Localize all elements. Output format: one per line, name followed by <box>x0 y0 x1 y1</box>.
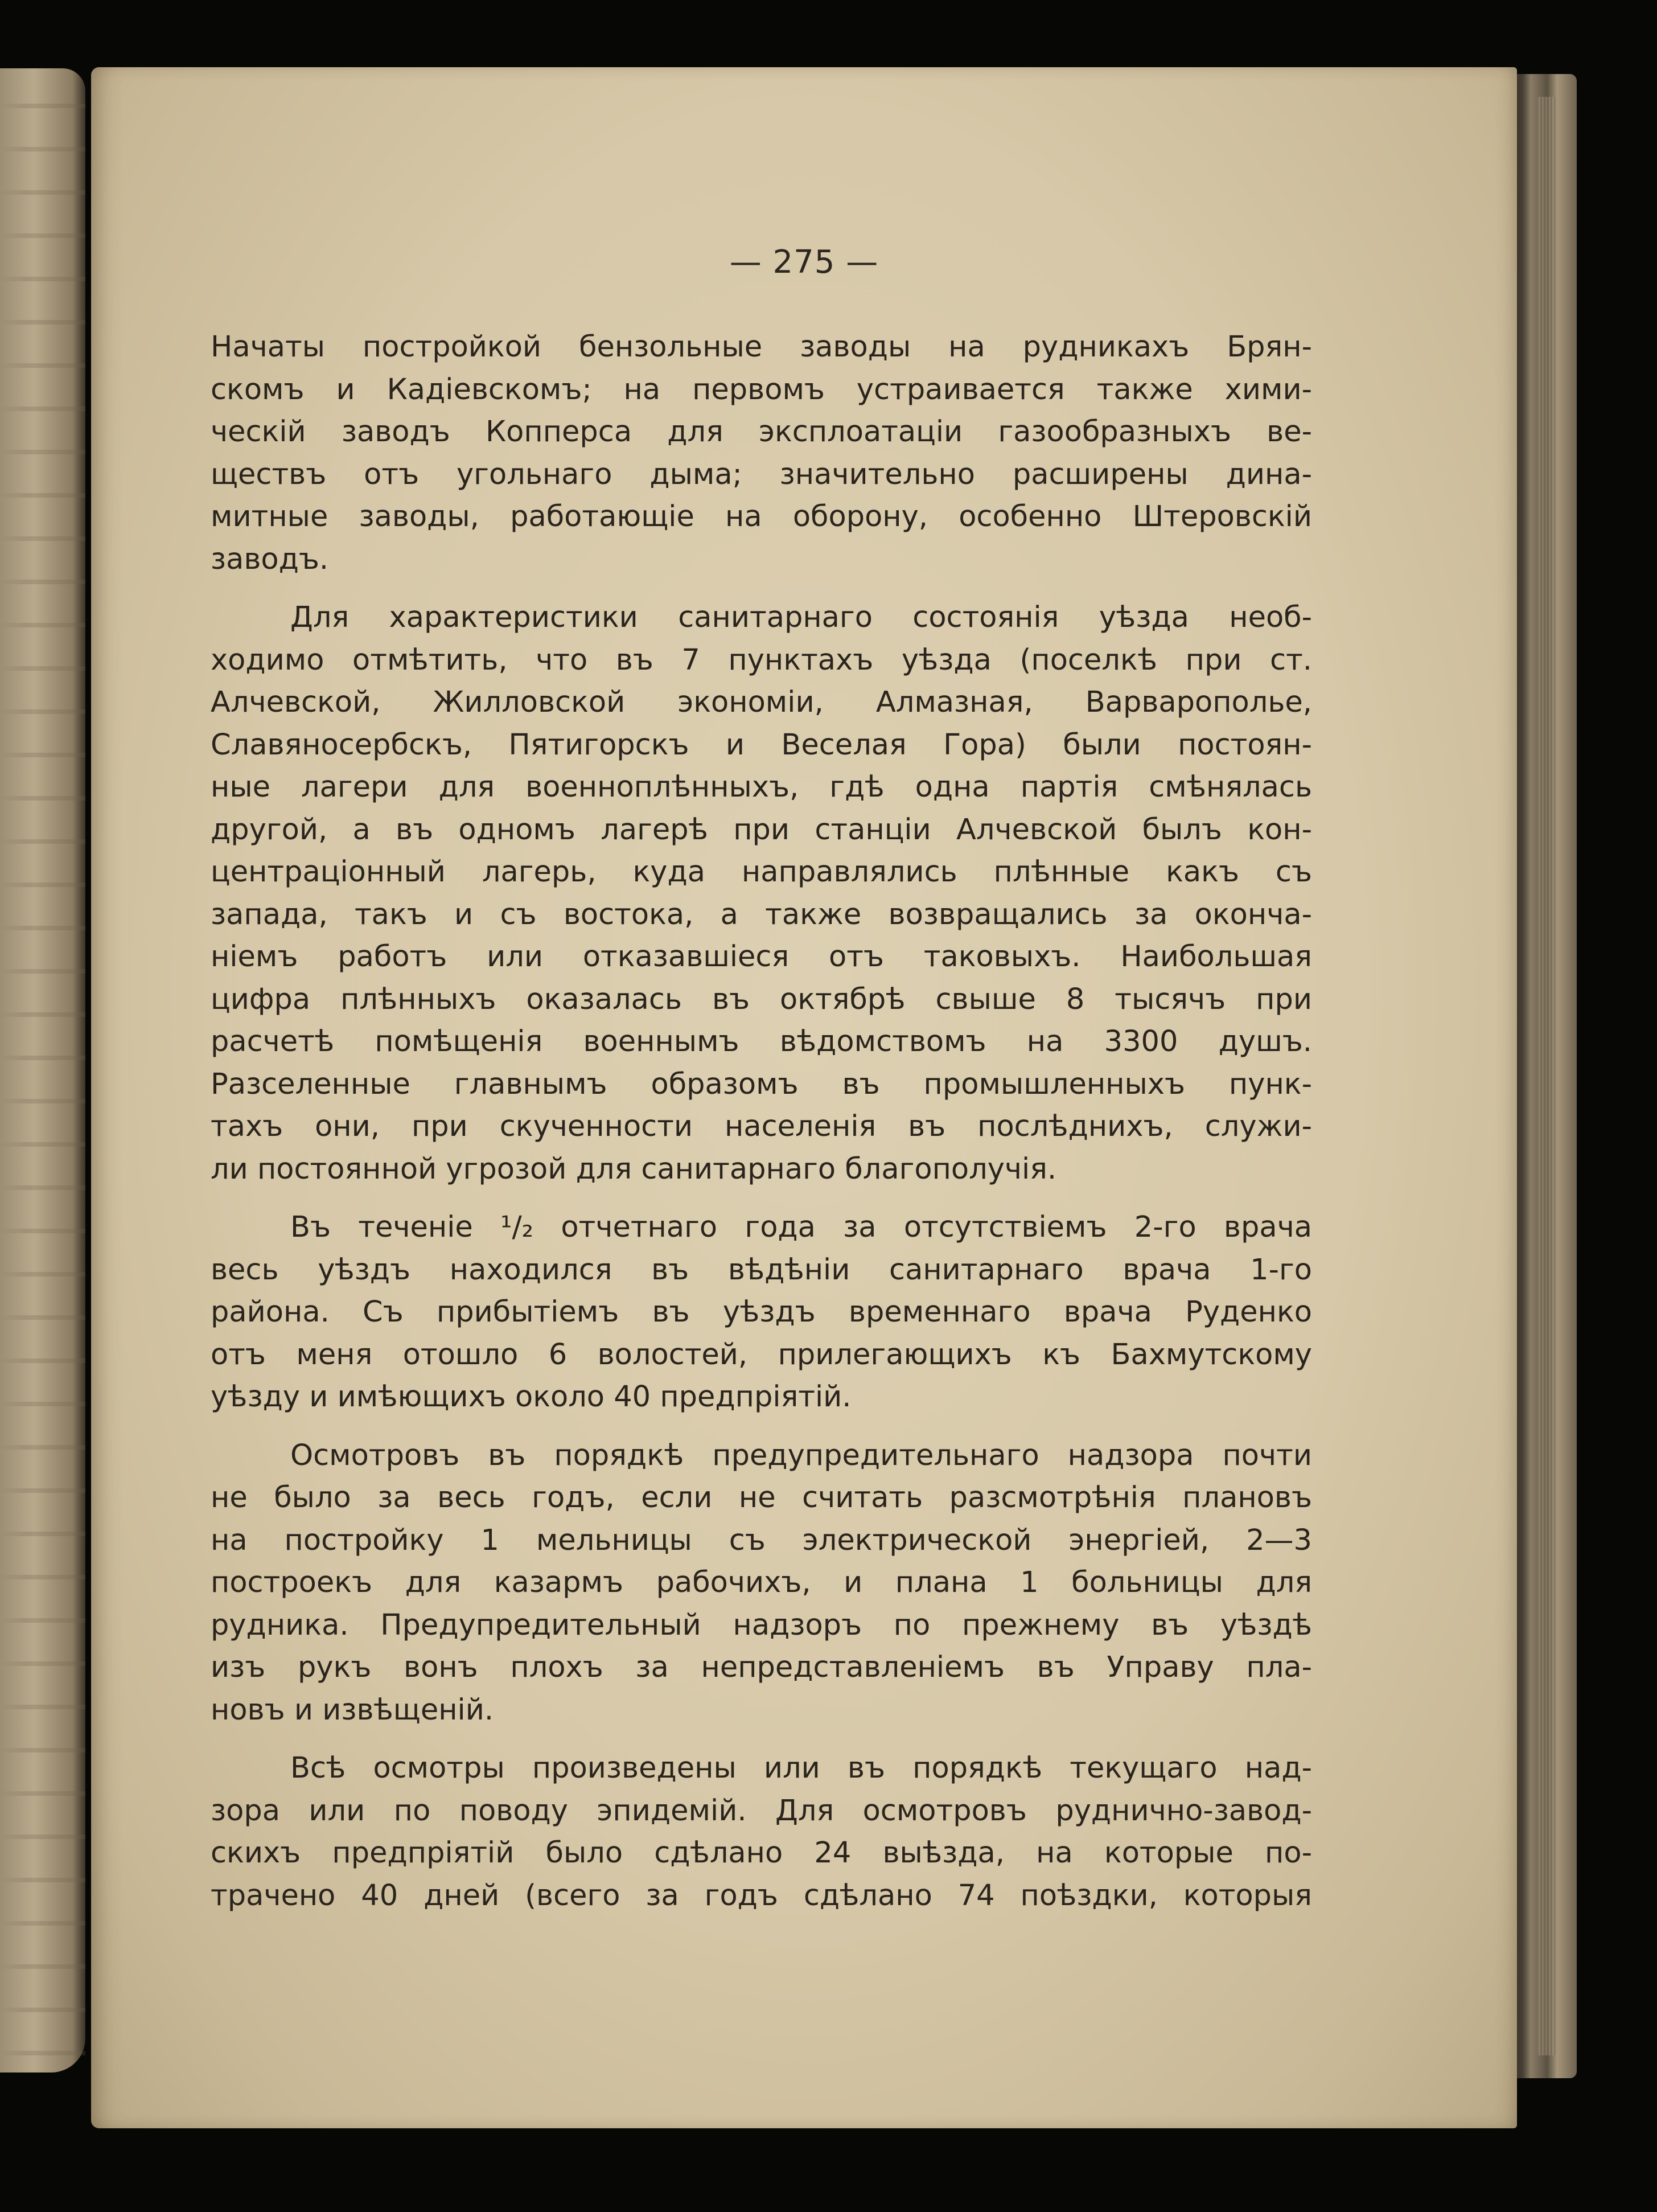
text-line: рудника. Предупредительный надзоръ по прежнему въ уѣздѣ <box>211 1608 1312 1642</box>
text-line: заводъ. <box>211 542 329 576</box>
text-line: Славяносербскъ, Пятигорскъ и Веселая Гора) были постоян- <box>211 728 1312 762</box>
text-line: зора или по поводу эпидемій. Для осмотровъ руднично-завод- <box>211 1794 1312 1828</box>
text-line: не было за весь годъ, если не считать разсмотрѣнія плановъ <box>211 1481 1312 1515</box>
page-stack-lines <box>1537 97 1557 2055</box>
text-line: новъ и извѣщеній. <box>211 1693 494 1727</box>
paragraph <box>211 597 1312 1191</box>
text-line: ществъ отъ угольнаго дыма; значительно расширены дина- <box>211 457 1312 491</box>
text-line: Для характеристики санитарнаго состоянія уѣзда необ- <box>290 601 1312 634</box>
page-number: — 275 — <box>729 244 879 281</box>
left-page-bleed-text <box>0 68 85 2073</box>
text-line: другой, а въ одномъ лагерѣ при станціи Алчевской былъ кон- <box>211 812 1312 847</box>
page-body <box>211 326 1312 1933</box>
text-line: уѣзду и имѣющихъ около 40 предпріятій. <box>211 1380 852 1414</box>
text-line: тахъ они, при скученности населенія въ послѣднихъ, служи- <box>211 1110 1312 1143</box>
paragraph <box>211 1206 1312 1419</box>
text-line: ные лагери для военноплѣнныхъ, гдѣ одна партія смѣнялась <box>211 770 1312 804</box>
text-line: трачено 40 дней (всего за годъ сдѣлано 74 поѣздки, которыя <box>211 1878 1312 1913</box>
text-line: цифра плѣнныхъ оказалась въ октябрѣ свыше 8 тысячъ при <box>211 982 1312 1016</box>
text-line: отъ меня отошло 6 волостей, прилегающихъ къ Бахмутскому <box>211 1337 1312 1372</box>
text-line: Всѣ осмотры произведены или въ порядкѣ текущаго над- <box>290 1751 1312 1785</box>
paragraph <box>211 326 1312 581</box>
paragraph <box>211 1435 1312 1732</box>
text-line: ніемъ работъ или отказавшіеся отъ таковыхъ. Наибольшая <box>211 940 1312 974</box>
text-line: скомъ и Кадіевскомъ; на первомъ устраивается также хими- <box>211 372 1312 407</box>
text-line: Начаты постройкой бензольные заводы на рудникахъ Брян- <box>211 330 1312 364</box>
text-line: на постройку 1 мельницы съ электрической энергіей, 2—3 <box>211 1523 1312 1557</box>
text-line: ли постоянной угрозой для санитарнаго благополучія. <box>211 1152 1057 1186</box>
text-line: центраціонный лагерь, куда направлялись плѣнные какъ съ <box>211 855 1312 889</box>
text-line: Осмотровъ въ порядкѣ предупредительнаго надзора почти <box>290 1438 1312 1472</box>
text-line: построекъ для казармъ рабочихъ, и плана 1 больницы для <box>211 1566 1312 1599</box>
text-line: Въ теченіе ¹/₂ отчетнаго года за отсутствіемъ 2-го врача <box>290 1210 1312 1244</box>
text-line: Разселенные главнымъ образомъ въ промышленныхъ пунк- <box>211 1067 1312 1101</box>
text-line: Алчевской, Жилловской экономіи, Алмазная, Варваропольe, <box>211 686 1312 719</box>
text-line: митные заводы, работающіе на оборону, особенно Штеровскій <box>211 500 1312 533</box>
text-line: ходимо отмѣтить, что въ 7 пунктахъ уѣзда (поселкѣ при ст. <box>211 643 1312 677</box>
text-line: весь уѣздъ находился въ вѣдѣніи санитарнаго врача 1-го <box>211 1253 1312 1287</box>
left-page-edge <box>0 68 85 2073</box>
text-line: расчетѣ помѣщенія военнымъ вѣдомствомъ на 3300 душъ. <box>211 1025 1312 1058</box>
text-line: скихъ предпріятій было сдѣлано 24 выѣзда, на которые по- <box>211 1836 1312 1870</box>
paragraph <box>211 1747 1312 1917</box>
book-page <box>91 67 1517 2128</box>
text-line: ческій заводъ Копперса для эксплоатаціи газообразныхъ ве- <box>211 415 1312 449</box>
text-line: района. Съ прибытіемъ въ уѣздъ временнаго врача Руденко <box>211 1295 1312 1329</box>
text-line: изъ рукъ вонъ плохъ за непредставленіемъ въ Управу пла- <box>211 1651 1312 1684</box>
text-line: запада, такъ и съ востока, а также возвращались за оконча- <box>211 897 1312 931</box>
